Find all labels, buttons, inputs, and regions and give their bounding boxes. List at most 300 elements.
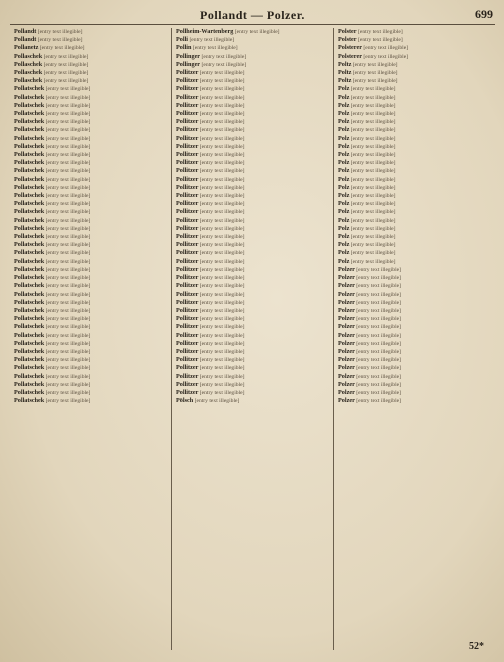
- entry-text: [entry text illegible]: [45, 348, 91, 355]
- directory-entry: [338, 299, 491, 307]
- entry-surname: Polz: [338, 93, 350, 101]
- directory-entry: [14, 94, 167, 102]
- entry-surname: Polzer: [338, 356, 355, 364]
- entry-surname: Pollatschek: [14, 224, 45, 232]
- entry-surname: Polzer: [338, 282, 355, 290]
- entry-surname: Polzer: [338, 331, 355, 339]
- entry-surname: Polz: [338, 183, 350, 191]
- column-middle: [171, 28, 333, 650]
- directory-entry: [176, 307, 329, 315]
- entry-surname: Pollin: [176, 44, 192, 52]
- entry-surname: Pollatschek: [14, 331, 45, 339]
- entry-surname: Pollatschek: [14, 339, 45, 347]
- directory-entry: [176, 110, 329, 118]
- entry-text: [entry text illegible]: [45, 135, 91, 142]
- entry-text: [entry text illegible]: [199, 357, 245, 364]
- directory-entry: [176, 356, 329, 364]
- entry-surname: Pollatschek: [14, 257, 45, 265]
- directory-entry: [14, 258, 167, 266]
- directory-entry: [14, 217, 167, 225]
- entry-text: [entry text illegible]: [45, 184, 91, 191]
- entry-surname: Pollitzer: [176, 372, 199, 380]
- entry-text: [entry text illegible]: [43, 70, 89, 77]
- directory-entry: [338, 266, 491, 274]
- entry-surname: Pollatschek: [14, 380, 45, 388]
- directory-entry: [176, 200, 329, 208]
- entry-text: [entry text illegible]: [199, 258, 245, 265]
- entry-surname: Pollatschek: [14, 298, 45, 306]
- entry-text: [entry text illegible]: [356, 307, 401, 314]
- entry-text: [entry text illegible]: [350, 86, 396, 93]
- entry-text: [entry text illegible]: [45, 242, 91, 249]
- entry-text: [entry text illegible]: [199, 365, 245, 372]
- entry-text: [entry text illegible]: [199, 78, 245, 85]
- entry-text: [entry text illegible]: [199, 193, 245, 200]
- directory-entry: [14, 69, 167, 77]
- directory-entry: [338, 323, 491, 331]
- directory-entry: [338, 77, 491, 85]
- directory-entry: [176, 348, 329, 356]
- entry-surname: Pollinger: [176, 60, 201, 68]
- entry-surname: Polz: [338, 126, 350, 134]
- entry-text: [entry text illegible]: [45, 389, 91, 396]
- entry-surname: Polz: [338, 159, 350, 167]
- entry-text: [entry text illegible]: [199, 307, 245, 314]
- directory-entry: [176, 291, 329, 299]
- entry-text: [entry text illegible]: [45, 143, 91, 150]
- entry-text: [entry text illegible]: [45, 381, 91, 388]
- entry-text: [entry text illegible]: [37, 29, 83, 35]
- entry-surname: Pollitzer: [176, 249, 199, 257]
- entry-text: [entry text illegible]: [199, 94, 245, 101]
- entry-surname: Pollatschek: [14, 347, 45, 355]
- entry-surname: Polzer: [338, 274, 355, 282]
- directory-entry: [176, 323, 329, 331]
- entry-text: [entry text illegible]: [199, 225, 245, 232]
- directory-entry: [176, 143, 329, 151]
- entry-surname: Pollitzer: [176, 192, 199, 200]
- directory-entry: [176, 315, 329, 323]
- entry-text: [entry text illegible]: [194, 398, 240, 405]
- entry-text: [entry text illegible]: [45, 357, 91, 364]
- entry-surname: Polster: [338, 28, 357, 35]
- entry-text: [entry text illegible]: [356, 389, 401, 396]
- entry-surname: Pollatschek: [14, 364, 45, 372]
- directory-entry: [14, 315, 167, 323]
- entry-surname: Pollitzer: [176, 93, 199, 101]
- entry-text: [entry text illegible]: [45, 160, 91, 167]
- directory-entry: [176, 397, 329, 405]
- directory-entry: [338, 315, 491, 323]
- entry-surname: Pollitzer: [176, 77, 199, 85]
- entry-text: [entry text illegible]: [350, 102, 396, 109]
- directory-entry: [338, 61, 491, 69]
- entry-surname: Polz: [338, 224, 350, 232]
- entry-text: [entry text illegible]: [356, 275, 401, 282]
- entry-surname: Polz: [338, 101, 350, 109]
- entry-surname: Polz: [338, 85, 350, 93]
- entry-surname: Polz: [338, 151, 350, 159]
- directory-entry: [338, 397, 491, 405]
- directory-entry: [338, 225, 491, 233]
- entry-surname: Polz: [338, 142, 350, 150]
- directory-entry: [14, 323, 167, 331]
- entry-text: [entry text illegible]: [45, 332, 91, 339]
- entry-surname: Pollaschek: [14, 69, 43, 77]
- entry-surname: Pollitzer: [176, 183, 199, 191]
- directory-entry: [14, 85, 167, 93]
- entry-surname: Polz: [338, 167, 350, 175]
- entry-text: [entry text illegible]: [350, 119, 396, 126]
- directory-entry: [338, 159, 491, 167]
- directory-entry: [14, 110, 167, 118]
- entry-text: [entry text illegible]: [45, 176, 91, 183]
- directory-entry: [176, 217, 329, 225]
- directory-entry: [338, 102, 491, 110]
- entry-text: [entry text illegible]: [45, 225, 91, 232]
- entry-text: [entry text illegible]: [356, 332, 401, 339]
- directory-entry: [338, 348, 491, 356]
- entry-surname: Pollitzer: [176, 298, 199, 306]
- entry-surname: Polz: [338, 118, 350, 126]
- directory-entry: [338, 258, 491, 266]
- entry-surname: Polzer: [338, 323, 355, 331]
- directory-entry: [338, 389, 491, 397]
- directory-entry: [14, 102, 167, 110]
- entry-surname: Pollatschek: [14, 85, 45, 93]
- entry-text: [entry text illegible]: [199, 332, 245, 339]
- directory-entry: [14, 61, 167, 69]
- directory-entry: [338, 241, 491, 249]
- entry-surname: Pollitzer: [176, 200, 199, 208]
- entry-text: [entry text illegible]: [199, 168, 245, 175]
- directory-entry: [338, 291, 491, 299]
- entry-text: [entry text illegible]: [45, 250, 91, 257]
- entry-text: [entry text illegible]: [45, 94, 91, 101]
- entry-text: [entry text illegible]: [350, 225, 396, 232]
- entry-surname: Poltz: [338, 60, 352, 68]
- entry-text: [entry text illegible]: [350, 250, 396, 257]
- entry-text: [entry text illegible]: [352, 78, 398, 85]
- directory-entry: [176, 225, 329, 233]
- entry-surname: Pollitzer: [176, 110, 199, 118]
- entry-text: [entry text illegible]: [199, 242, 245, 249]
- entry-surname: Pollitzer: [176, 216, 199, 224]
- entry-surname: Pollandt: [14, 28, 37, 35]
- entry-surname: Pollatschek: [14, 306, 45, 314]
- entry-text: [entry text illegible]: [199, 381, 245, 388]
- directory-entry: [338, 143, 491, 151]
- entry-surname: Pollitzer: [176, 315, 199, 323]
- directory-entry: [14, 135, 167, 143]
- directory-entry: [14, 389, 167, 397]
- entry-text: [entry text illegible]: [356, 365, 401, 372]
- entry-surname: Pollitzer: [176, 380, 199, 388]
- directory-entry: [338, 192, 491, 200]
- directory-entry: [338, 332, 491, 340]
- page-title: Pollandt — Polzer.: [200, 8, 305, 22]
- directory-entry: [338, 28, 491, 36]
- entry-surname: Pollitzer: [176, 69, 199, 77]
- directory-entry: [338, 167, 491, 175]
- directory-entry: [14, 200, 167, 208]
- entry-text: [entry text illegible]: [45, 291, 91, 298]
- entry-text: [entry text illegible]: [352, 61, 398, 68]
- directory-entry: [14, 159, 167, 167]
- entry-text: [entry text illegible]: [199, 324, 245, 331]
- entry-text: [entry text illegible]: [45, 316, 91, 323]
- directory-entry: [338, 364, 491, 372]
- entry-text: [entry text illegible]: [199, 160, 245, 167]
- entry-text: [entry text illegible]: [357, 29, 403, 35]
- entry-text: [entry text illegible]: [199, 209, 245, 216]
- entry-surname: Polzer: [338, 298, 355, 306]
- directory-entry: [14, 332, 167, 340]
- directory-entry: [176, 364, 329, 372]
- entry-text: [entry text illegible]: [199, 266, 245, 273]
- entry-text: [entry text illegible]: [199, 275, 245, 282]
- entry-text: [entry text illegible]: [45, 324, 91, 331]
- directory-entry: [338, 94, 491, 102]
- entry-text: [entry text illegible]: [356, 291, 401, 298]
- entry-surname: Polzer: [338, 265, 355, 273]
- directory-entry: [176, 373, 329, 381]
- directory-entry: [176, 176, 329, 184]
- entry-surname: Pollitzer: [176, 118, 199, 126]
- entry-text: [entry text illegible]: [201, 61, 247, 68]
- entry-surname: Polzer: [338, 290, 355, 298]
- entry-surname: Pollatschek: [14, 265, 45, 273]
- entry-surname: Pollatschek: [14, 290, 45, 298]
- directory-entry: [338, 36, 491, 44]
- directory-entry: [338, 208, 491, 216]
- entry-surname: Polster: [338, 36, 357, 44]
- entry-surname: Pollatschek: [14, 356, 45, 364]
- entry-text: [entry text illegible]: [45, 275, 91, 282]
- entry-text: [entry text illegible]: [356, 299, 401, 306]
- entry-surname: Pollatschek: [14, 134, 45, 142]
- entry-text: [entry text illegible]: [199, 143, 245, 150]
- entry-surname: Pollatschek: [14, 101, 45, 109]
- entry-text: [entry text illegible]: [43, 61, 89, 68]
- entry-text: [entry text illegible]: [199, 86, 245, 93]
- entry-text: [entry text illegible]: [45, 127, 91, 134]
- entry-surname: Pollitzer: [176, 224, 199, 232]
- entry-surname: Polzer: [338, 388, 355, 396]
- entry-text: [entry text illegible]: [363, 53, 409, 60]
- entry-surname: Pollitzer: [176, 274, 199, 282]
- directory-entry: [14, 77, 167, 85]
- entry-text: [entry text illegible]: [350, 217, 396, 224]
- directory-entry: [338, 282, 491, 290]
- entry-surname: Pollitzer: [176, 233, 199, 241]
- entry-text: [entry text illegible]: [45, 168, 91, 175]
- entry-surname: Polz: [338, 257, 350, 265]
- directory-entry: [176, 389, 329, 397]
- directory-entry: [176, 258, 329, 266]
- entry-text: [entry text illegible]: [356, 398, 401, 405]
- directory-entry: [14, 291, 167, 299]
- entry-text: [entry text illegible]: [45, 217, 91, 224]
- entry-surname: Pollatschek: [14, 142, 45, 150]
- entry-text: [entry text illegible]: [199, 201, 245, 208]
- directory-entry: [14, 397, 167, 405]
- entry-text: [entry text illegible]: [350, 234, 396, 241]
- entry-text: [entry text illegible]: [199, 348, 245, 355]
- entry-text: [entry text illegible]: [356, 340, 401, 347]
- entry-text: [entry text illegible]: [350, 176, 396, 183]
- entry-text: [entry text illegible]: [199, 234, 245, 241]
- entry-text: [entry text illegible]: [199, 184, 245, 191]
- directory-entry: [338, 44, 491, 52]
- entry-text: [entry text illegible]: [199, 283, 245, 290]
- entry-text: [entry text illegible]: [199, 250, 245, 257]
- directory-entry: [176, 135, 329, 143]
- directory-entry: [176, 118, 329, 126]
- entry-surname: Polsterer: [338, 44, 362, 52]
- entry-surname: Pollitzer: [176, 134, 199, 142]
- entry-text: [entry text illegible]: [39, 45, 85, 52]
- directory-entry: [176, 332, 329, 340]
- entry-text: [entry text illegible]: [45, 299, 91, 306]
- entry-text: [entry text illegible]: [45, 340, 91, 347]
- directory-entry: [338, 118, 491, 126]
- directory-entry: [14, 266, 167, 274]
- entry-surname: Pollatschek: [14, 159, 45, 167]
- directory-entry: [338, 340, 491, 348]
- entry-text: [entry text illegible]: [199, 70, 245, 77]
- entry-text: [entry text illegible]: [201, 53, 247, 60]
- directory-entry: [176, 102, 329, 110]
- entry-text: [entry text illegible]: [45, 398, 91, 405]
- entry-text: [entry text illegible]: [350, 111, 396, 118]
- entry-text: [entry text illegible]: [350, 201, 396, 208]
- directory-entry: [338, 135, 491, 143]
- entry-text: [entry text illegible]: [350, 258, 396, 265]
- directory-entry: [338, 200, 491, 208]
- entry-surname: Pollitzer: [176, 282, 199, 290]
- entry-text: [entry text illegible]: [350, 242, 396, 249]
- entry-text: [entry text illegible]: [199, 135, 245, 142]
- entry-text: [entry text illegible]: [357, 37, 403, 44]
- directory-entry: [14, 28, 167, 36]
- entry-surname: Pollaschek: [14, 77, 43, 85]
- column-right: [333, 28, 495, 650]
- entry-surname: Pollanetz: [14, 44, 39, 52]
- entry-surname: Pollaschek: [14, 60, 43, 68]
- directory-entry: [338, 233, 491, 241]
- signature-mark: 52*: [469, 641, 484, 652]
- directory-entry: [14, 373, 167, 381]
- directory-entry: [14, 126, 167, 134]
- entry-surname: Pollatschek: [14, 233, 45, 241]
- directory-entry: [176, 85, 329, 93]
- directory-entry: [14, 340, 167, 348]
- entry-text: [entry text illegible]: [45, 365, 91, 372]
- entry-surname: Pollitzer: [176, 241, 199, 249]
- entry-text: [entry text illegible]: [45, 283, 91, 290]
- entry-surname: Polzer: [338, 339, 355, 347]
- entry-surname: Poltz: [338, 69, 352, 77]
- entry-text: [entry text illegible]: [199, 217, 245, 224]
- entry-text: [entry text illegible]: [356, 357, 401, 364]
- directory-entry: [176, 36, 329, 44]
- entry-text: [entry text illegible]: [350, 135, 396, 142]
- entry-text: [entry text illegible]: [199, 152, 245, 159]
- entry-surname: Pollandt: [14, 36, 37, 44]
- entry-surname: Polzer: [338, 372, 355, 380]
- entry-surname: Pollatschek: [14, 249, 45, 257]
- entry-surname: Pollitzer: [176, 257, 199, 265]
- entry-surname: Pollitzer: [176, 323, 199, 331]
- entry-text: [entry text illegible]: [199, 102, 245, 109]
- entry-surname: Polz: [338, 110, 350, 118]
- entry-surname: Polz: [338, 216, 350, 224]
- directory-entry: [176, 94, 329, 102]
- entry-surname: Polzer: [338, 347, 355, 355]
- directory-entry: [176, 249, 329, 257]
- entry-surname: Polzer: [338, 364, 355, 372]
- directory-entry: [14, 307, 167, 315]
- entry-surname: Polz: [338, 208, 350, 216]
- directory-entry: [176, 266, 329, 274]
- entry-text: [entry text illegible]: [45, 258, 91, 265]
- directory-entry: [338, 274, 491, 282]
- directory-entry: [176, 282, 329, 290]
- directory-entry: [176, 151, 329, 159]
- entry-text: [entry text illegible]: [356, 283, 401, 290]
- entry-text: [entry text illegible]: [199, 299, 245, 306]
- entry-text: [entry text illegible]: [356, 266, 401, 273]
- entry-surname: Polz: [338, 192, 350, 200]
- entry-text: [entry text illegible]: [192, 45, 238, 52]
- directory-entry: [338, 217, 491, 225]
- entry-surname: Pollitzer: [176, 331, 199, 339]
- directory-entry: [14, 299, 167, 307]
- entry-surname: Pollatschek: [14, 200, 45, 208]
- entry-surname: Pollatschek: [14, 175, 45, 183]
- entry-text: [entry text illegible]: [350, 209, 396, 216]
- entry-text: [entry text illegible]: [45, 111, 91, 118]
- entry-surname: Polz: [338, 175, 350, 183]
- entry-surname: Pollatschek: [14, 93, 45, 101]
- directory-entry: [14, 192, 167, 200]
- directory-entry: [176, 184, 329, 192]
- entry-surname: Pollitzer: [176, 347, 199, 355]
- entry-surname: Pollatschek: [14, 110, 45, 118]
- entry-surname: Pollatschek: [14, 126, 45, 134]
- directory-entry: [176, 208, 329, 216]
- directory-entry: [14, 249, 167, 257]
- entry-text: [entry text illegible]: [356, 316, 401, 323]
- directory-entry: [338, 307, 491, 315]
- directory-entry: [14, 225, 167, 233]
- entry-text: [entry text illegible]: [356, 348, 401, 355]
- entry-surname: Polz: [338, 241, 350, 249]
- directory-entry: [14, 282, 167, 290]
- directory-entry: [14, 356, 167, 364]
- entry-surname: Pollitzer: [176, 265, 199, 273]
- entry-text: [entry text illegible]: [199, 176, 245, 183]
- entry-text: [entry text illegible]: [45, 193, 91, 200]
- entry-surname: Poltz: [338, 77, 352, 85]
- entry-text: [entry text illegible]: [199, 127, 245, 134]
- entry-text: [entry text illegible]: [199, 389, 245, 396]
- entry-surname: Pollitzer: [176, 208, 199, 216]
- directory-entry: [176, 340, 329, 348]
- entry-surname: Pollatschek: [14, 372, 45, 380]
- entry-surname: Pollatschek: [14, 274, 45, 282]
